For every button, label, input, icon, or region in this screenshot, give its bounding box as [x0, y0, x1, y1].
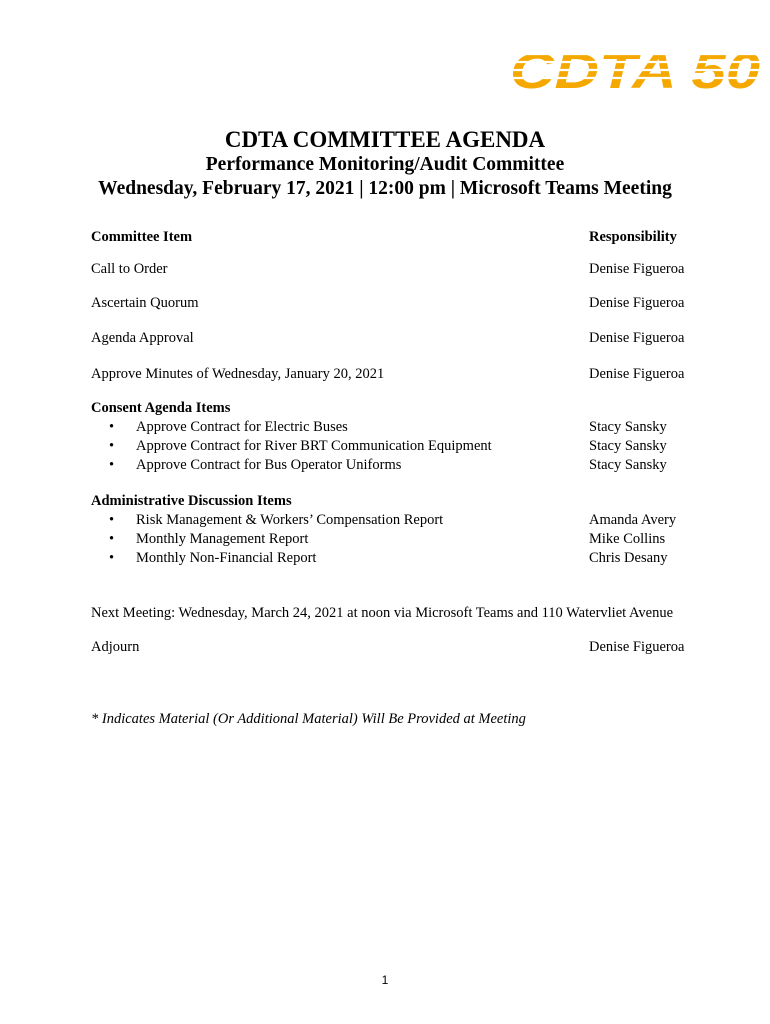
admin-discussion-heading: Administrative Discussion Items [91, 493, 292, 509]
bullet: • [109, 531, 115, 547]
page-number: 1 [381, 973, 389, 987]
admin-item-label: Monthly Management Report [136, 531, 309, 547]
consent-agenda-heading: Consent Agenda Items [91, 400, 231, 416]
agenda-item-responsibility: Denise Figueroa [589, 261, 685, 277]
consent-item-responsibility: Stacy Sansky [589, 457, 667, 473]
adjourn-label: Adjourn [91, 639, 140, 655]
consent-item-label: Approve Contract for Electric Buses [136, 419, 348, 435]
cdta-50-logo [510, 42, 764, 94]
column-headers [91, 228, 711, 246]
bullet: • [109, 419, 115, 435]
bullet: • [109, 512, 115, 528]
agenda-item-label: Ascertain Quorum [91, 295, 199, 311]
consent-item-label: Approve Contract for Bus Operator Uniforms [136, 457, 402, 473]
agenda-item-label: Call to Order [91, 261, 168, 277]
footnote: * Indicates Material (Or Additional Material) Will Be Provided at Meeting [91, 711, 526, 727]
consent-item-responsibility: Stacy Sansky [589, 419, 667, 435]
admin-item-responsibility: Amanda Avery [589, 512, 677, 528]
adjourn-item [91, 638, 711, 656]
agenda-item-responsibility: Denise Figueroa [589, 330, 685, 346]
bullet: • [109, 457, 115, 473]
agenda-item [91, 365, 711, 383]
agenda-item-label: Approve Minutes of Wednesday, January 20, 2021 [91, 366, 385, 382]
agenda-item [91, 294, 711, 312]
bullet: • [109, 438, 115, 454]
agenda-title: CDTA COMMITTEE AGENDA [224, 127, 546, 152]
next-meeting-note: Next Meeting: Wednesday, March 24, 2021 at noon via Microsoft Teams and 110 Watervliet Avenue [91, 605, 674, 621]
adjourn-responsibility: Denise Figueroa [589, 639, 685, 655]
bullet: • [109, 550, 115, 566]
committee-name: Performance Monitoring/Audit Committee [205, 154, 565, 175]
meeting-details: Wednesday, February 17, 2021 | 12:00 pm | Microsoft Teams Meeting [98, 178, 672, 199]
agenda-item [91, 260, 711, 278]
consent-item-label: Approve Contract for River BRT Communication Equipment [136, 438, 492, 454]
committee-item-header: Committee Item [91, 229, 193, 245]
admin-item-label: Monthly Non-Financial Report [136, 550, 317, 566]
admin-item-label: Risk Management & Workers’ Compensation Report [136, 512, 444, 528]
responsibility-header: Responsibility [589, 229, 677, 245]
consent-item-responsibility: Stacy Sansky [589, 438, 667, 454]
agenda-item-responsibility: Denise Figueroa [589, 366, 685, 382]
admin-item-responsibility: Mike Collins [589, 531, 666, 547]
agenda-item-label: Agenda Approval [91, 330, 194, 346]
agenda-item-responsibility: Denise Figueroa [589, 295, 685, 311]
agenda-item [91, 329, 711, 347]
logo-text: CDTA 50 [510, 43, 761, 94]
admin-item-responsibility: Chris Desany [589, 550, 668, 566]
